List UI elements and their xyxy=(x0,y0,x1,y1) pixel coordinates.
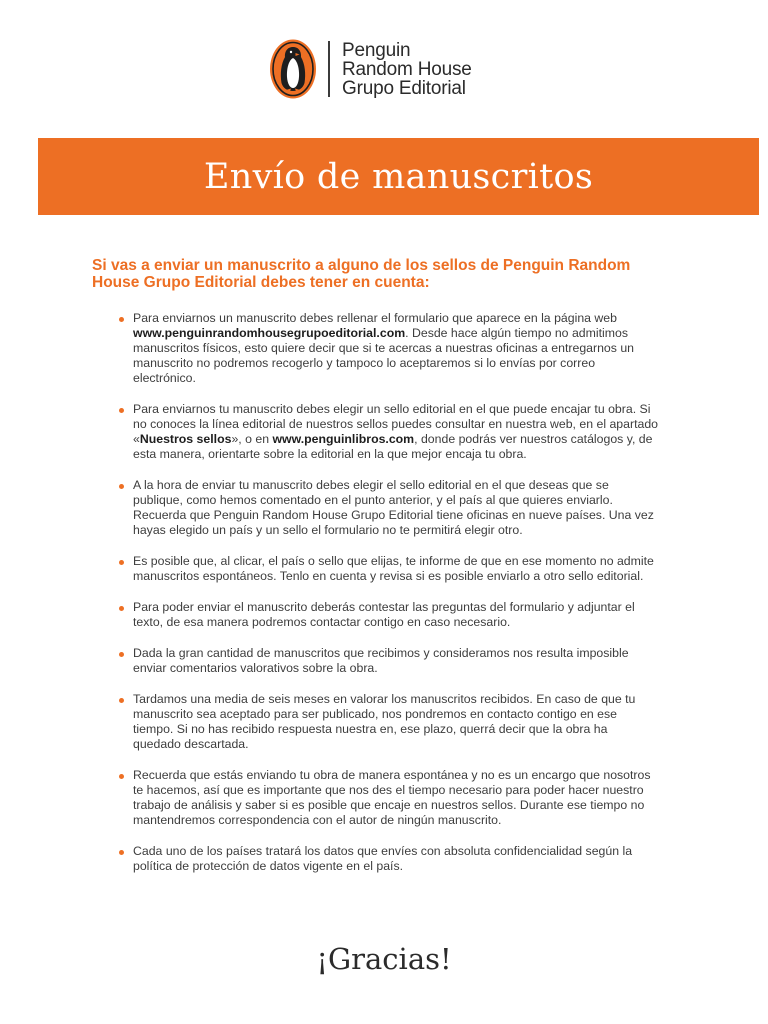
item-text: Dada la gran cantidad de manuscritos que recibimos y consideramos nos resulta imposible enviar comentarios valorativos sobre la obra. xyxy=(133,646,629,675)
item-text: Tardamos una media de seis meses en valorar los manuscritos recibidos. En caso de que tu manuscrito sea aceptado para ser publicado, nos pondremos en contacto contigo en ese tiempo. Si no has recibido respuesta nuestra en, ese plazo, querrá decir que la obra ha quedado descartada. xyxy=(133,692,636,751)
logo-line-1: Penguin xyxy=(342,39,411,61)
bullet-icon xyxy=(119,317,124,322)
intro-heading: Si vas a enviar un manuscrito a alguno de los sellos de Penguin Random House Grupo Editorial debes tener en cuenta: xyxy=(92,257,631,291)
logo-line-3: Grupo Editorial xyxy=(342,77,466,99)
bullet-icon xyxy=(119,652,124,657)
list-item xyxy=(118,478,658,538)
list-item xyxy=(118,692,658,752)
list-item xyxy=(118,600,658,630)
item-text: . Desde hace algún tiempo no admitimos manuscritos físicos, esto quiere decir que si te acercas a nuestras oficinas a entregarnos un manuscrito no podremos recogerlo y tampoco lo aceptaremos si lo envías por correo electrónico. xyxy=(133,326,635,385)
logo-divider xyxy=(328,41,330,97)
list-item xyxy=(118,844,658,874)
thanks-footer: ¡Gracias! xyxy=(316,942,452,976)
bullet-icon xyxy=(119,484,124,489)
guidelines-list xyxy=(118,311,658,890)
bullet-icon xyxy=(119,408,124,413)
bullet-icon xyxy=(119,774,124,779)
item-text: A la hora de enviar tu manuscrito debes elegir el sello editorial en el que deseas que se publique, como hemos comentado en el punto anterior, y el país al que quieres enviarlo. Recuerda que Penguin Random House Grupo Editorial tiene oficinas en nueve países. Una vez hayas elegido un país y un sello el formulario no te permitirá elegir otro. xyxy=(133,478,654,537)
logo-line-2: Random House xyxy=(342,58,472,80)
item-text: Es posible que, al clicar, el país o sello que elijas, te informe de que en ese momento no admite manuscritos espontáneos. Tenlo en cuenta y revisa si es posible enviarlo a otro sello editorial. xyxy=(133,554,654,583)
list-item xyxy=(118,311,658,386)
penguinlibros-link[interactable]: www.penguinlibros.com xyxy=(272,432,415,446)
nuestros-sellos-link[interactable]: Nuestros sellos xyxy=(139,432,232,446)
penguin-logo-icon xyxy=(268,38,318,100)
item-text: Recuerda que estás enviando tu obra de manera espontánea y no es un encargo que nosotros te hacemos, así que es importante que nos des el tiempo necesario para poder hacer nuestro trabajo de análisis y saber si es posible que encaje en nuestros sellos. Durante ese tiempo no mantendremos correspondencia con el autor de ningún manuscrito. xyxy=(133,768,651,827)
title-banner xyxy=(38,138,759,215)
bullet-icon xyxy=(119,606,124,611)
list-item xyxy=(118,554,658,584)
website-link[interactable]: www.penguinrandomhousegrupoeditorial.com xyxy=(133,326,406,340)
logo-wordmark xyxy=(342,41,472,98)
item-text: Para enviarnos un manuscrito debes rellenar el formulario que aparece en la página web xyxy=(133,311,617,325)
list-item xyxy=(118,402,658,462)
item-text: », o en xyxy=(231,432,273,446)
item-text: Para poder enviar el manuscrito deberás contestar las preguntas del formulario y adjuntar el texto, de esa manera podremos contactar contigo en caso necesario. xyxy=(133,600,635,629)
list-item xyxy=(118,768,658,828)
publisher-logo xyxy=(268,38,472,100)
item-text: , donde podrás ver nuestros catálogos y, de esta manera, orientarte sobre la editorial en la que mejor encaja tu obra. xyxy=(133,432,653,461)
page-title: Envío de manuscritos xyxy=(203,156,594,197)
list-item xyxy=(118,646,658,676)
item-text: Para enviarnos tu manuscrito debes elegir un sello editorial en el que puede encajar tu obra. Si no conoces la línea editorial de nuestros sellos puedes consultar en nuestra web, en el apartado « xyxy=(133,402,659,446)
item-text: Cada uno de los países tratará los datos que envíes con absoluta confidencialidad según la política de protección de datos vigente en el país. xyxy=(133,844,633,873)
bullet-icon xyxy=(119,850,124,855)
bullet-icon xyxy=(119,698,124,703)
bullet-icon xyxy=(119,560,124,565)
